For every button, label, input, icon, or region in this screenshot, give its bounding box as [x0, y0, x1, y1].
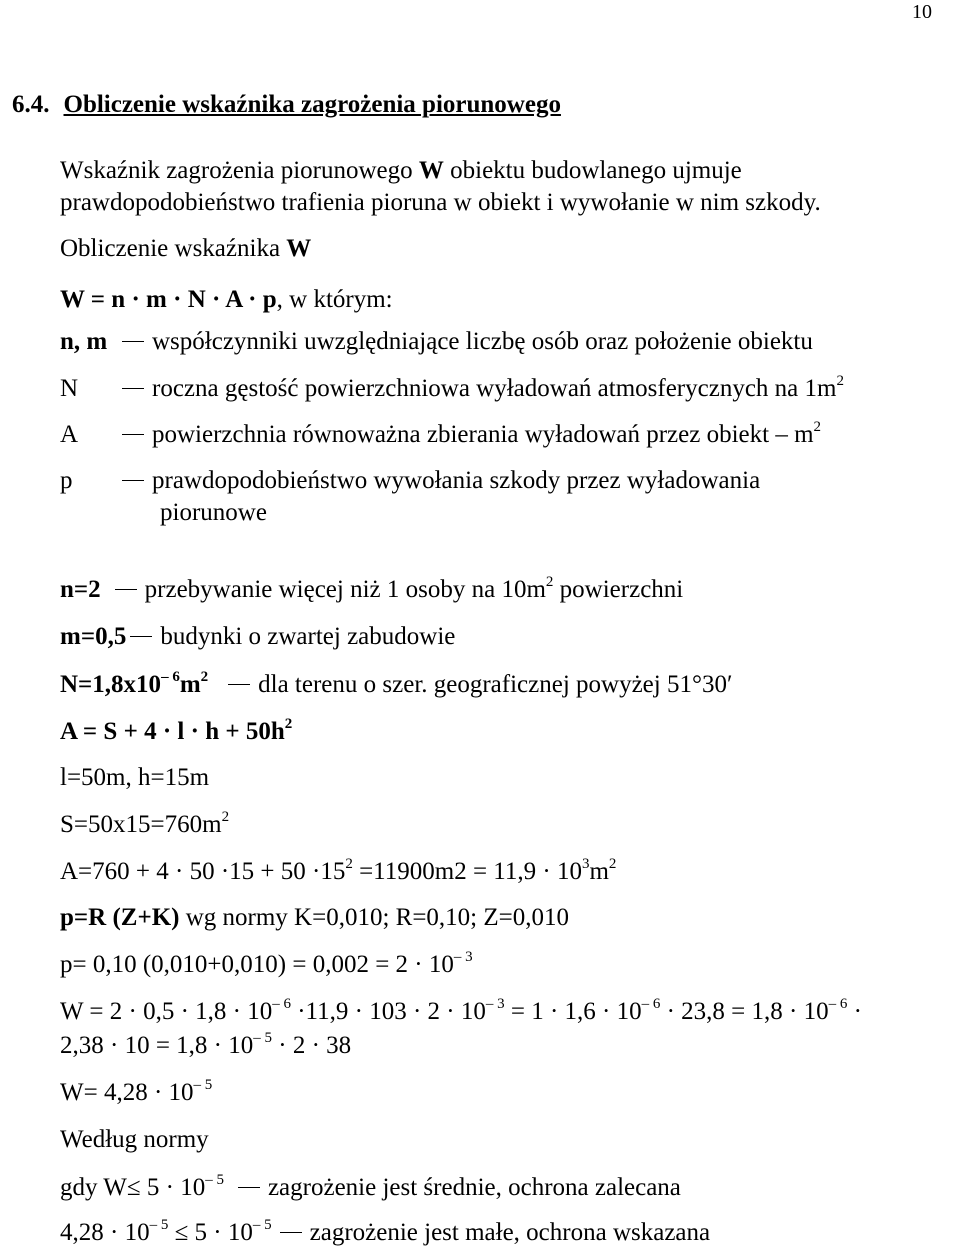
def-text-nm: współczynniki uwzględniające liczbę osób oraz położenie obiektu	[118, 327, 813, 357]
section-number: 6.4.	[12, 91, 50, 118]
page-number: 10	[912, 1, 932, 23]
intro-line-2: prawdopodobieństwo trafienia pioruna w obiekt i wywołanie w nim szkody.	[60, 189, 821, 216]
value-n: n=2 przebywanie więcej niż 1 osoby na $10m^2$ powierzchni	[60, 574, 684, 603]
intro-line-3: Obliczenie wskaźnika W	[60, 235, 312, 262]
result-W: $W= 4,28 \cdot 10^{- 5}$	[60, 1077, 213, 1106]
calc-p: p= 0,10 $(0,010+0,010) = 0,002 = 2 \cdot 10^{- 3}$	[60, 949, 473, 978]
value-m: m=0,5 budynki o zwartej zabudowie	[60, 623, 456, 650]
calc-A: $A=760 + 4 \cdot 50 \cdot 15 + 50 \cdot 15^2 =11900m2 = 11,9 \cdot 10^3m^2$	[60, 856, 617, 885]
def-symbol-N: N	[60, 375, 79, 402]
def-symbol-p: p	[60, 467, 73, 494]
intro-line-1: Wskaźnik zagrożenia piorunowego W obiektu budowlanego ujmuje	[60, 157, 742, 184]
formula-p: p=R (Z+K) wg normy K=0,010; R=0,10; Z=0,010	[60, 904, 569, 931]
section-title: Obliczenie wskaźnika zagrożenia piorunowego	[63, 91, 561, 118]
value-N: $N=1,8x10^{- 6}m^2$ dla terenu o szer. geograficznej powyżej 51°30′	[60, 669, 733, 698]
value-S: $S=50x15=760m^2$	[60, 809, 230, 838]
def-text-p: prawdopodobieństwo wywołania szkody przez wyładowania	[118, 466, 760, 496]
formula-A: $A = S + 4 \cdot l \cdot h + 50h^2$	[60, 716, 293, 745]
def-text-N: roczna gęstość powierzchniowa wyładowań atmosferycznych na $1m^2$	[118, 374, 844, 404]
calc-W-line-2: $2,38 \cdot 10 = 1,8 \cdot 10^{- 5} \cdot 2 \cdot 38$	[60, 1030, 352, 1059]
def-text-p-cont: piorunowe	[160, 499, 267, 526]
def-symbol-A: A	[60, 421, 79, 448]
condition-1: gdy $W\le 5 \cdot 10^{- 5}$ zagrożenie jest średnie, ochrona zalecana	[60, 1172, 681, 1201]
values-l-h: l=50m, h=15m	[60, 764, 210, 791]
def-text-A: powierzchnia równoważna zbierania wyładowań przez obiekt – $m^2$	[118, 420, 821, 450]
calc-W-line-1: $W = 2 \cdot 0,5 \cdot 1,8 \cdot 10^{- 6} \cdot 11,9 \cdot 103 \cdot 2 \cdot 10^{- 3} = 1 \cdot 1,6 \cdot 10^{- 6} \cdot 23,8 = 1,8 \cdot 10^{- 6}$ ·	[60, 996, 862, 1025]
section-heading	[12, 90, 561, 120]
condition-2: $4,28 \cdot 10^{- 5} \le 5 \cdot 10^{- 5}$ zagrożenie jest małe, ochrona wskazana	[60, 1217, 711, 1246]
main-formula: W = n · m · N · A · p, w którym:	[60, 286, 393, 313]
def-symbol-nm: n, m	[60, 328, 108, 355]
norm-label: Według normy	[60, 1126, 209, 1153]
